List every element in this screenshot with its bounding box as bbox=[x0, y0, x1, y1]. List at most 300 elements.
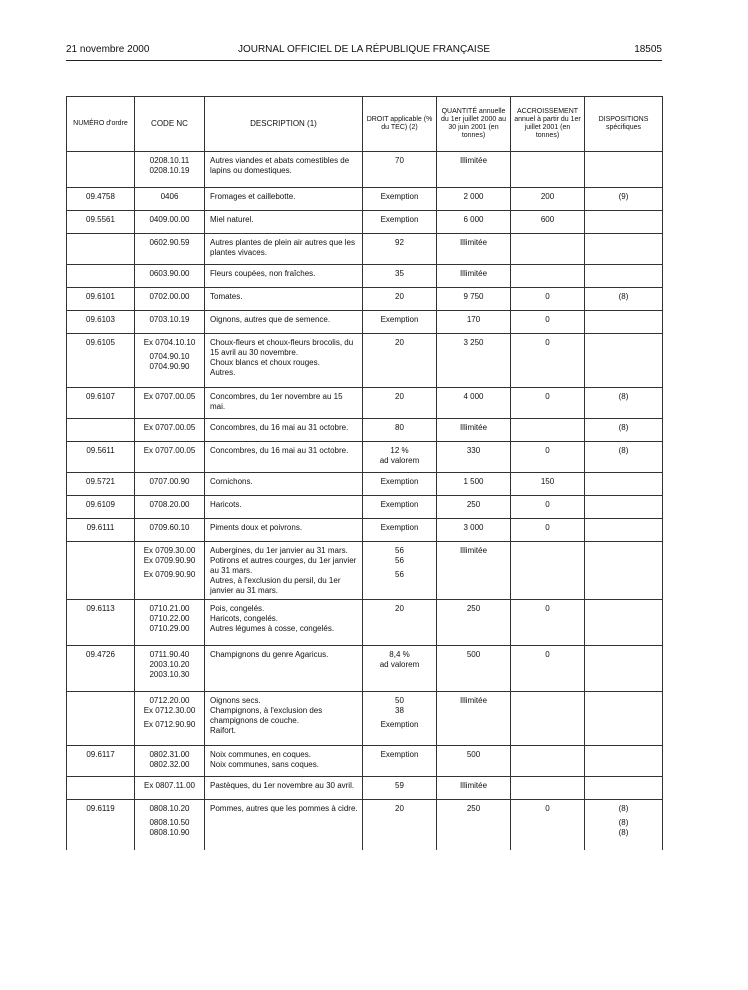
cell-line: 12 % bbox=[390, 446, 409, 455]
cell-line: 0 bbox=[545, 315, 550, 324]
cell-line: Autres, à l'exclusion du persil, du 1er janvier au 31 mars. bbox=[210, 576, 341, 595]
table-row bbox=[67, 519, 663, 542]
cell-quantite bbox=[437, 473, 511, 496]
cell-code bbox=[135, 777, 205, 800]
cell-code bbox=[135, 152, 205, 188]
cell-droit bbox=[363, 188, 437, 211]
cell-accroissement bbox=[511, 692, 585, 746]
cell-line: 0802.32.00 bbox=[149, 760, 190, 769]
cell-line: Ex 0712.30.00 bbox=[143, 706, 196, 715]
cell-quantite bbox=[437, 288, 511, 311]
cell-line bbox=[514, 781, 581, 785]
cell-line: 0602.90.59 bbox=[149, 238, 190, 247]
table-row bbox=[67, 542, 663, 600]
cell-line bbox=[588, 215, 659, 219]
cell-line: 250 bbox=[466, 500, 481, 509]
cell-line bbox=[588, 781, 659, 785]
cell-accroissement bbox=[511, 334, 585, 388]
cell-line: Exemption bbox=[380, 192, 419, 201]
cell-description bbox=[205, 473, 363, 496]
cell-line: 92 bbox=[395, 238, 404, 247]
header-title: JOURNAL OFFICIEL DE LA RÉPUBLIQUE FRANÇAISE bbox=[237, 44, 491, 55]
cell-line: Ex 0707.00.05 bbox=[143, 446, 196, 455]
cell-line bbox=[588, 750, 659, 754]
cell-code bbox=[135, 288, 205, 311]
table-row bbox=[67, 777, 663, 800]
cell-line bbox=[70, 238, 131, 242]
cell-line: Miel naturel. bbox=[210, 215, 254, 224]
cell-droit bbox=[363, 692, 437, 746]
cell-code bbox=[135, 211, 205, 234]
cell-line: 0808.10.20 bbox=[149, 804, 190, 813]
cell-line: 0709.60.10 bbox=[149, 523, 190, 532]
cell-dispositions bbox=[585, 311, 663, 334]
cell-line: 600 bbox=[540, 215, 555, 224]
cell-line: 8,4 % bbox=[389, 650, 410, 659]
cell-quantite bbox=[437, 211, 511, 234]
cell-accroissement bbox=[511, 152, 585, 188]
cell-line: Champignons du genre Agaricus. bbox=[210, 650, 329, 659]
cell-line: 09.5561 bbox=[86, 215, 115, 224]
cell-line: 09.6107 bbox=[86, 392, 115, 401]
cell-line: Exemption bbox=[380, 720, 419, 729]
cell-droit bbox=[363, 646, 437, 692]
cell-line: Concombres, du 16 mai au 31 octobre. bbox=[210, 446, 349, 455]
cell-code bbox=[135, 311, 205, 334]
cell-line: 0 bbox=[545, 500, 550, 509]
cell-line: Illimitée bbox=[459, 696, 488, 705]
cell-line: ad valorem bbox=[379, 660, 420, 669]
cell-line: 500 bbox=[466, 750, 481, 759]
cell-line: Autres viandes et abats comestibles de lapins ou domestiques. bbox=[210, 156, 350, 175]
cell-code bbox=[135, 646, 205, 692]
cell-description bbox=[205, 800, 363, 850]
table-row bbox=[67, 288, 663, 311]
cell-line bbox=[514, 696, 581, 700]
cell-dispositions bbox=[585, 211, 663, 234]
cell-description bbox=[205, 519, 363, 542]
table-header-row bbox=[67, 97, 663, 152]
cell-line: 0703.10.19 bbox=[149, 315, 190, 324]
cell-line: 0 bbox=[545, 392, 550, 401]
cell-quantite bbox=[437, 311, 511, 334]
cell-numero bbox=[67, 496, 135, 519]
cell-droit bbox=[363, 334, 437, 388]
cell-line: 09.6101 bbox=[86, 292, 115, 301]
cell-line: Concombres, du 16 mai au 31 octobre. bbox=[210, 423, 349, 432]
cell-dispositions bbox=[585, 188, 663, 211]
cell-dispositions bbox=[585, 746, 663, 777]
cell-code bbox=[135, 188, 205, 211]
cell-line: Raifort. bbox=[210, 726, 236, 735]
page-header bbox=[66, 44, 662, 61]
cell-line bbox=[514, 546, 581, 550]
cell-droit bbox=[363, 442, 437, 473]
cell-line: Aubergines, du 1er janvier au 31 mars. bbox=[210, 546, 348, 555]
cell-line: 20 bbox=[395, 604, 404, 613]
cell-numero bbox=[67, 692, 135, 746]
table-row bbox=[67, 419, 663, 442]
cell-dispositions bbox=[585, 692, 663, 746]
cell-line: Ex 0707.00.05 bbox=[143, 392, 196, 401]
cell-droit bbox=[363, 542, 437, 600]
cell-line: (8) bbox=[618, 818, 629, 827]
cell-accroissement bbox=[511, 496, 585, 519]
table-row bbox=[67, 800, 663, 850]
cell-description bbox=[205, 188, 363, 211]
cell-line: (8) bbox=[618, 292, 629, 301]
table-row bbox=[67, 388, 663, 419]
cell-description bbox=[205, 334, 363, 388]
cell-line: Ex 0704.10.10 bbox=[143, 338, 196, 347]
cell-code bbox=[135, 419, 205, 442]
cell-numero bbox=[67, 419, 135, 442]
cell-line: Ex 0712.90.90 bbox=[143, 720, 196, 729]
cell-line bbox=[514, 269, 581, 273]
tariff-table bbox=[66, 96, 663, 850]
cell-dispositions bbox=[585, 473, 663, 496]
cell-line: 200 bbox=[540, 192, 555, 201]
cell-numero bbox=[67, 211, 135, 234]
cell-line bbox=[588, 546, 659, 550]
cell-description bbox=[205, 692, 363, 746]
cell-line bbox=[514, 750, 581, 754]
cell-accroissement bbox=[511, 311, 585, 334]
cell-line bbox=[588, 338, 659, 342]
cell-line: Illimitée bbox=[459, 238, 488, 247]
cell-line: 4 000 bbox=[463, 392, 484, 401]
cell-line: 0710.22.00 bbox=[149, 614, 190, 623]
cell-line: Champignons, à l'exclusion des champignons de couche. bbox=[210, 706, 323, 725]
cell-line: 0712.20.00 bbox=[149, 696, 190, 705]
cell-accroissement bbox=[511, 288, 585, 311]
cell-code bbox=[135, 519, 205, 542]
cell-description bbox=[205, 211, 363, 234]
cell-accroissement bbox=[511, 777, 585, 800]
cell-line: Exemption bbox=[380, 750, 419, 759]
cell-code bbox=[135, 473, 205, 496]
cell-numero bbox=[67, 152, 135, 188]
cell-line: Choux-fleurs et choux-fleurs brocolis, du 15 avril au 30 novembre. bbox=[210, 338, 354, 357]
cell-quantite bbox=[437, 334, 511, 388]
col-header-accroissement: ACCROISSEMENT annuel à partir du 1er juillet 2001 (en tonnes) bbox=[511, 97, 585, 152]
cell-quantite bbox=[437, 542, 511, 600]
cell-description bbox=[205, 152, 363, 188]
cell-line: 0 bbox=[545, 523, 550, 532]
cell-numero bbox=[67, 311, 135, 334]
cell-description bbox=[205, 234, 363, 265]
cell-line: 50 bbox=[395, 696, 404, 705]
cell-line bbox=[588, 650, 659, 654]
cell-line: Pastèques, du 1er novembre au 30 avril. bbox=[210, 781, 355, 790]
cell-dispositions bbox=[585, 600, 663, 646]
cell-line: 09.5721 bbox=[86, 477, 115, 486]
col-header-droit: DROIT applicable (% du TEC) (2) bbox=[363, 97, 437, 152]
table-row bbox=[67, 646, 663, 692]
col-header-numero: NUMÉRO d'ordre bbox=[67, 97, 135, 152]
cell-code bbox=[135, 746, 205, 777]
cell-code bbox=[135, 234, 205, 265]
cell-line: ad valorem bbox=[379, 456, 420, 465]
cell-line: 20 bbox=[395, 392, 404, 401]
cell-accroissement bbox=[511, 388, 585, 419]
cell-line: 1 500 bbox=[463, 477, 484, 486]
cell-line: Autres plantes de plein air autres que les plantes vivaces. bbox=[210, 238, 355, 257]
cell-droit bbox=[363, 234, 437, 265]
cell-line bbox=[70, 269, 131, 273]
cell-code bbox=[135, 496, 205, 519]
cell-quantite bbox=[437, 388, 511, 419]
cell-line: Exemption bbox=[380, 477, 419, 486]
cell-droit bbox=[363, 473, 437, 496]
cell-accroissement bbox=[511, 265, 585, 288]
cell-line: 2 000 bbox=[463, 192, 484, 201]
cell-line: 09.5611 bbox=[86, 446, 115, 455]
cell-line: Pommes, autres que les pommes à cidre. bbox=[210, 804, 358, 813]
cell-line: 09.6117 bbox=[86, 750, 115, 759]
cell-line: Concombres, du 1er novembre au 15 mai. bbox=[210, 392, 343, 411]
cell-accroissement bbox=[511, 419, 585, 442]
table-body bbox=[67, 152, 663, 850]
cell-line: Ex 0707.00.05 bbox=[143, 423, 196, 432]
cell-line: 09.6109 bbox=[86, 500, 115, 509]
cell-accroissement bbox=[511, 188, 585, 211]
cell-line bbox=[70, 423, 131, 427]
cell-dispositions bbox=[585, 234, 663, 265]
table-row bbox=[67, 311, 663, 334]
cell-quantite bbox=[437, 419, 511, 442]
cell-numero bbox=[67, 473, 135, 496]
cell-accroissement bbox=[511, 473, 585, 496]
cell-numero bbox=[67, 188, 135, 211]
cell-line: Ex 0709.90.90 bbox=[143, 570, 196, 579]
cell-line bbox=[588, 477, 659, 481]
cell-quantite bbox=[437, 496, 511, 519]
cell-line: 2003.10.30 bbox=[149, 670, 190, 679]
cell-line bbox=[588, 156, 659, 160]
cell-description bbox=[205, 311, 363, 334]
cell-dispositions bbox=[585, 519, 663, 542]
cell-code bbox=[135, 265, 205, 288]
cell-line: Illimitée bbox=[459, 156, 488, 165]
cell-line: 6 000 bbox=[463, 215, 484, 224]
cell-quantite bbox=[437, 188, 511, 211]
cell-line: Autres légumes à cosse, congelés. bbox=[210, 624, 335, 633]
cell-line: Oignons secs. bbox=[210, 696, 261, 705]
cell-line bbox=[70, 156, 131, 160]
table-row bbox=[67, 188, 663, 211]
cell-line: 0208.10.19 bbox=[149, 166, 190, 175]
cell-line: Illimitée bbox=[459, 269, 488, 278]
cell-description bbox=[205, 419, 363, 442]
cell-line: Exemption bbox=[380, 315, 419, 324]
cell-description bbox=[205, 496, 363, 519]
cell-line: 2003.10.20 bbox=[149, 660, 190, 669]
cell-line: 0802.31.00 bbox=[149, 750, 190, 759]
cell-droit bbox=[363, 419, 437, 442]
cell-line: Cornichons. bbox=[210, 477, 253, 486]
cell-line: 0603.90.00 bbox=[149, 269, 190, 278]
cell-line: 170 bbox=[466, 315, 481, 324]
cell-line: 150 bbox=[540, 477, 555, 486]
cell-quantite bbox=[437, 600, 511, 646]
cell-description bbox=[205, 265, 363, 288]
cell-droit bbox=[363, 800, 437, 850]
cell-line: 59 bbox=[395, 781, 404, 790]
cell-line: 0406 bbox=[160, 192, 179, 201]
cell-line: Oignons, autres que de semence. bbox=[210, 315, 331, 324]
cell-line bbox=[588, 238, 659, 242]
cell-droit bbox=[363, 265, 437, 288]
cell-line: 0708.20.00 bbox=[149, 500, 190, 509]
header-date: 21 novembre 2000 bbox=[66, 44, 150, 55]
cell-description bbox=[205, 646, 363, 692]
cell-numero bbox=[67, 600, 135, 646]
cell-dispositions bbox=[585, 496, 663, 519]
col-header-code: CODE NC bbox=[135, 97, 205, 152]
cell-dispositions bbox=[585, 419, 663, 442]
cell-line: 0702.00.00 bbox=[149, 292, 190, 301]
cell-line: 80 bbox=[395, 423, 404, 432]
cell-line: 09.6119 bbox=[86, 804, 115, 813]
cell-line bbox=[588, 315, 659, 319]
cell-code bbox=[135, 692, 205, 746]
cell-numero bbox=[67, 800, 135, 850]
cell-dispositions bbox=[585, 288, 663, 311]
cell-line: 09.6113 bbox=[86, 604, 115, 613]
cell-line: 56 bbox=[395, 546, 404, 555]
cell-line: 9 750 bbox=[463, 292, 484, 301]
cell-code bbox=[135, 442, 205, 473]
cell-numero bbox=[67, 519, 135, 542]
cell-line: 09.6103 bbox=[86, 315, 115, 324]
cell-quantite bbox=[437, 265, 511, 288]
cell-accroissement bbox=[511, 646, 585, 692]
cell-quantite bbox=[437, 777, 511, 800]
cell-dispositions bbox=[585, 442, 663, 473]
cell-quantite bbox=[437, 152, 511, 188]
cell-line: 3 000 bbox=[463, 523, 484, 532]
cell-accroissement bbox=[511, 746, 585, 777]
cell-droit bbox=[363, 311, 437, 334]
cell-line bbox=[70, 781, 131, 785]
header-page-number: 18505 bbox=[634, 44, 662, 55]
cell-line: 0808.10.90 bbox=[149, 828, 190, 837]
table-row bbox=[67, 496, 663, 519]
cell-line: Ex 0807.11.00 bbox=[143, 781, 195, 790]
cell-droit bbox=[363, 211, 437, 234]
cell-line: 0409.00.00 bbox=[149, 215, 190, 224]
cell-line: (8) bbox=[618, 828, 629, 837]
cell-line: 70 bbox=[395, 156, 404, 165]
cell-line bbox=[70, 546, 131, 550]
cell-line: (8) bbox=[618, 392, 629, 401]
cell-line: Noix communes, en coques. bbox=[210, 750, 311, 759]
cell-code bbox=[135, 542, 205, 600]
cell-accroissement bbox=[511, 542, 585, 600]
cell-numero bbox=[67, 388, 135, 419]
cell-line: Exemption bbox=[380, 215, 419, 224]
cell-line: 20 bbox=[395, 804, 404, 813]
cell-line: 20 bbox=[395, 292, 404, 301]
cell-line: 250 bbox=[466, 804, 481, 813]
cell-line: 38 bbox=[395, 706, 404, 715]
cell-line: 0710.21.00 bbox=[149, 604, 190, 613]
cell-quantite bbox=[437, 800, 511, 850]
cell-numero bbox=[67, 442, 135, 473]
cell-accroissement bbox=[511, 211, 585, 234]
cell-quantite bbox=[437, 746, 511, 777]
cell-line: 0 bbox=[545, 804, 550, 813]
cell-line: (8) bbox=[618, 804, 629, 813]
cell-line: Autres. bbox=[210, 368, 236, 377]
cell-dispositions bbox=[585, 777, 663, 800]
cell-accroissement bbox=[511, 600, 585, 646]
cell-line: 0208.10.11 bbox=[149, 156, 190, 165]
cell-line: 56 bbox=[395, 570, 404, 579]
cell-numero bbox=[67, 288, 135, 311]
cell-line: 0711.90.40 bbox=[149, 650, 190, 659]
cell-code bbox=[135, 334, 205, 388]
cell-droit bbox=[363, 600, 437, 646]
cell-line: Fleurs coupées, non fraîches. bbox=[210, 269, 316, 278]
cell-droit bbox=[363, 519, 437, 542]
cell-droit bbox=[363, 496, 437, 519]
cell-line bbox=[588, 604, 659, 608]
cell-line: Tomates. bbox=[210, 292, 243, 301]
cell-numero bbox=[67, 542, 135, 600]
cell-numero bbox=[67, 646, 135, 692]
cell-line bbox=[588, 523, 659, 527]
cell-line: 0704.90.90 bbox=[149, 362, 190, 371]
cell-description bbox=[205, 777, 363, 800]
cell-line: 09.4726 bbox=[86, 650, 115, 659]
table-row bbox=[67, 265, 663, 288]
cell-dispositions bbox=[585, 542, 663, 600]
cell-dispositions bbox=[585, 646, 663, 692]
cell-code bbox=[135, 800, 205, 850]
cell-numero bbox=[67, 234, 135, 265]
cell-numero bbox=[67, 746, 135, 777]
cell-line: Haricots, congelés. bbox=[210, 614, 279, 623]
cell-line: (8) bbox=[618, 446, 629, 455]
cell-line: 35 bbox=[395, 269, 404, 278]
cell-quantite bbox=[437, 442, 511, 473]
cell-line: 500 bbox=[466, 650, 481, 659]
cell-dispositions bbox=[585, 152, 663, 188]
cell-line bbox=[588, 696, 659, 700]
table-row bbox=[67, 746, 663, 777]
cell-droit bbox=[363, 746, 437, 777]
cell-line: Piments doux et poivrons. bbox=[210, 523, 303, 532]
cell-dispositions bbox=[585, 800, 663, 850]
cell-quantite bbox=[437, 519, 511, 542]
cell-droit bbox=[363, 288, 437, 311]
cell-quantite bbox=[437, 692, 511, 746]
cell-line bbox=[588, 500, 659, 504]
cell-description bbox=[205, 542, 363, 600]
cell-line: 250 bbox=[466, 604, 481, 613]
cell-numero bbox=[67, 777, 135, 800]
col-header-quantite: QUANTITÉ annuelle du 1er juillet 2000 au 30 juin 2001 (en tonnes) bbox=[437, 97, 511, 152]
cell-line: 0 bbox=[545, 338, 550, 347]
cell-line: Potirons et autres courges, du 1er janvier au 31 mars. bbox=[210, 556, 357, 575]
cell-line: 09.6111 bbox=[86, 523, 115, 532]
table-row bbox=[67, 600, 663, 646]
cell-line: 20 bbox=[395, 338, 404, 347]
cell-line bbox=[514, 423, 581, 427]
cell-line: 0 bbox=[545, 292, 550, 301]
